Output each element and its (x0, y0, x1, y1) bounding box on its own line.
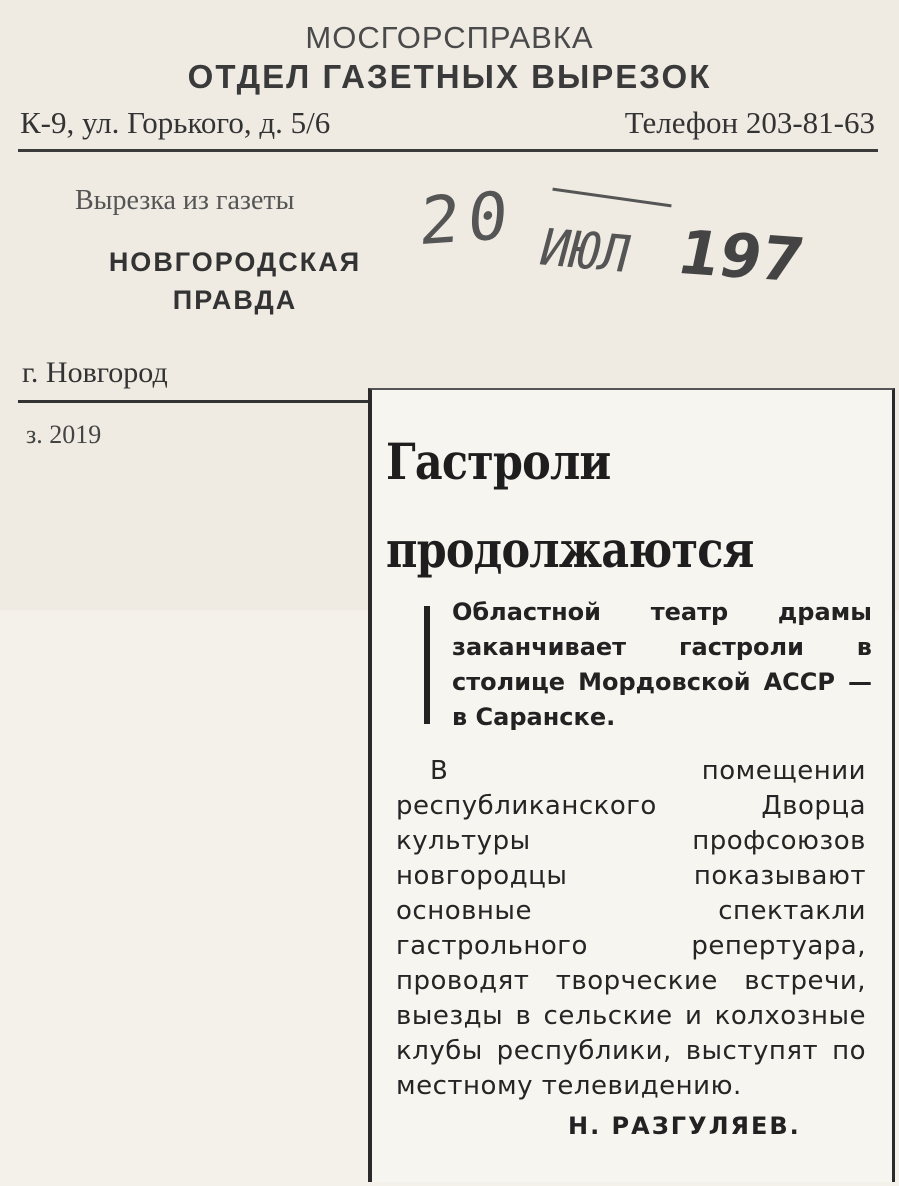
header-divider (18, 149, 878, 152)
newspaper-name (60, 243, 410, 319)
order-number: з. 2019 (26, 420, 102, 449)
headline-line2: продолжаются (386, 520, 754, 579)
city-divider (18, 400, 368, 403)
headline-line1: Гастроли (386, 432, 611, 491)
article-body: В помещении республиканского Дворца культуры профсоюзов новгородцы показывают основные спектакли гастрольного репертуара, проводят творческие встречи, выезды в сельские и колхозные клубы республики, выступят по местному телевидению. (396, 756, 866, 1101)
newspaper-name-line1: НОВГОРОДСКАЯ (108, 247, 362, 277)
address: К-9, ул. Горького, д. 5/6 (20, 105, 331, 140)
article-lead: Областной театр драмы заканчивает гастроли в столице Мордовской АССР — в Саранске. (452, 598, 872, 731)
phone-number: Телефон 203-81-63 (624, 105, 875, 140)
date-stamp-year: 197 (671, 217, 810, 297)
lead-bar (424, 606, 430, 724)
newspaper-name-line2: ПРАВДА (172, 285, 298, 315)
organization-name: МОСГОРСПРАВКА (305, 20, 594, 55)
date-stamp-month: ИЮЛ (533, 218, 638, 284)
cut-label: Вырезка из газеты (75, 185, 295, 216)
article-author: Н. РАЗГУЛЯЕВ. (568, 1112, 801, 1140)
date-stamp-day: 20 (416, 176, 519, 261)
department-name: ОТДЕЛ ГАЗЕТНЫХ ВЫРЕЗОК (187, 58, 712, 95)
article-headline (386, 418, 782, 594)
city: г. Новгород (22, 356, 168, 389)
